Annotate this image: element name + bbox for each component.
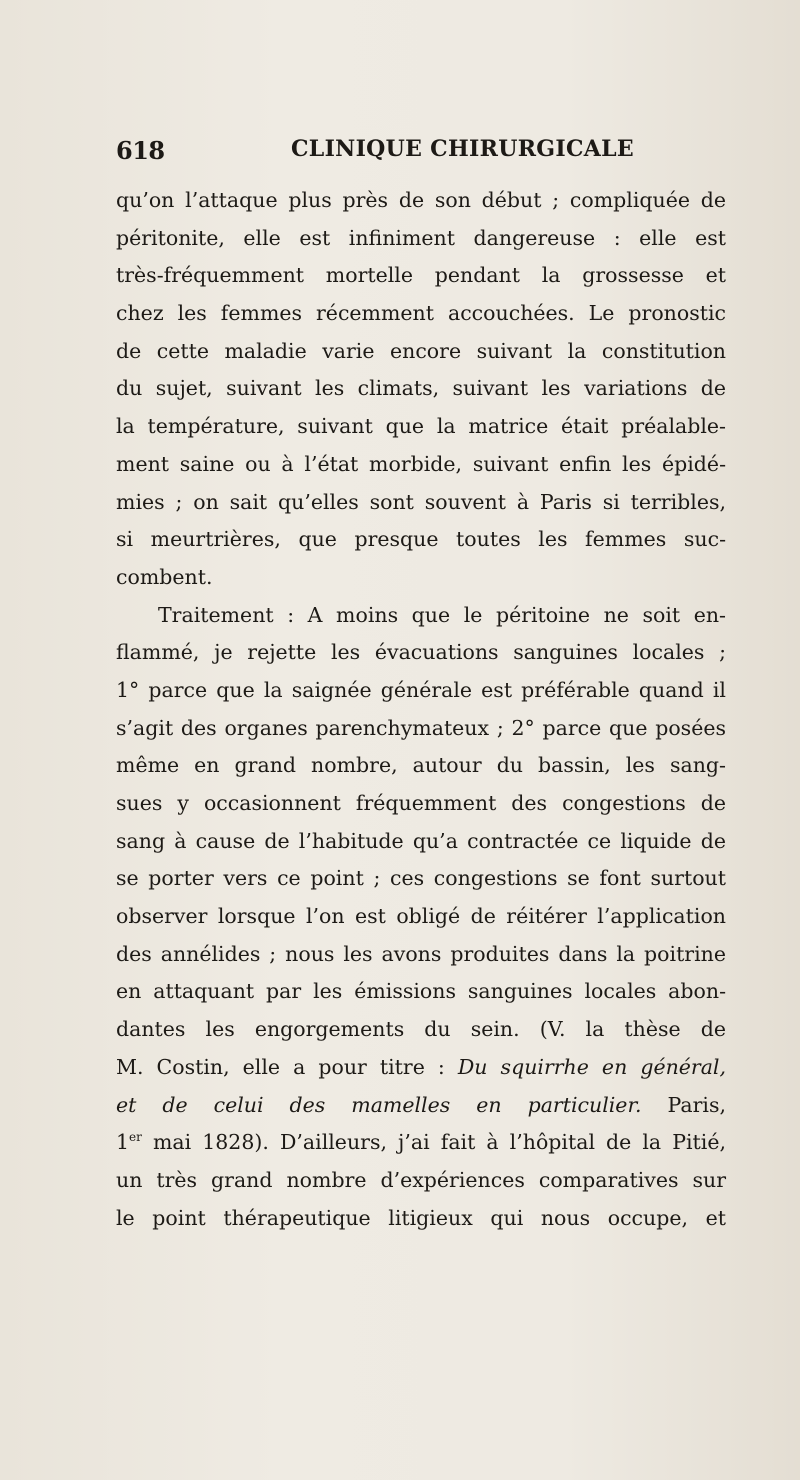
text-line: péritonite, elle est infiniment dangereuse : elle est <box>116 225 726 250</box>
text-line: chez les femmes récemment accouchées. Le pronostic <box>116 301 726 326</box>
superscript: er <box>129 1130 142 1145</box>
text-line: de cette maladie varie encore suivant la constitution <box>116 338 726 363</box>
text-line: en attaquant par les émissions sanguines locales abon- <box>116 979 726 1004</box>
text-line: le point thérapeutique litigieux qui nous occupe, et <box>116 1205 726 1230</box>
text-line <box>116 1087 726 1125</box>
text-line: même en grand nombre, autour du bassin, les sang- <box>116 753 726 778</box>
text-line: se porter vers ce point ; ces congestions se font surtout <box>116 866 726 891</box>
page-header <box>116 136 706 176</box>
text-line: 1° parce que la saignée générale est préférable quand il <box>116 677 726 702</box>
text-line <box>116 1049 726 1087</box>
text-line: dantes les engorgements du sein. (V. la thèse de <box>116 1017 726 1042</box>
text-segment: 1 <box>116 1130 130 1155</box>
text-line: qu’on l’attaque plus près de son début ; compliquée de <box>116 188 726 212</box>
text-line: observer lorsque l’on est obligé de réitérer l’application <box>116 904 726 929</box>
page-number: 618 <box>116 136 165 165</box>
text-line: sang à cause de l’habitude qu’a contractée ce liquide de <box>116 828 726 853</box>
text-segment: Paris, <box>641 1092 726 1117</box>
text-line: s’agit des organes parenchymateux ; 2° parce que posées <box>116 715 726 740</box>
running-head: CLINIQUE CHIRURGICALE <box>291 136 634 162</box>
text-line: combent. <box>116 564 213 589</box>
body-text <box>116 182 726 1237</box>
text-line: ment saine ou à l’état morbide, suivant enfin les épidé- <box>116 451 726 476</box>
text-line: la température, suivant que la matrice était préalable- <box>116 414 726 439</box>
text-segment: mai 1828). D’ailleurs, j’ai fait à l’hôpital de la Pitié, <box>141 1130 726 1155</box>
italic-title: et de celui des mamelles en particulier. <box>116 1092 642 1117</box>
text-line: un très grand nombre d’expériences comparatives sur <box>116 1167 726 1192</box>
text-line: du sujet, suivant les climats, suivant les variations de <box>116 376 726 401</box>
text-line: Traitement : A moins que le péritoine ne soit en- <box>158 602 726 627</box>
text-line: flammé, je rejette les évacuations sanguines locales ; <box>116 640 726 665</box>
text-line: mies ; on sait qu’elles sont souvent à Paris si terribles, <box>116 489 726 514</box>
text-line <box>116 1124 726 1162</box>
italic-title: Du squirrhe en général, <box>457 1054 727 1079</box>
text-line: des annélides ; nous les avons produites dans la poitrine <box>116 941 726 966</box>
text-line: très-fréquemment mortelle pendant la grossesse et <box>116 263 726 288</box>
text-line: sues y occasionnent fréquemment des congestions de <box>116 791 726 815</box>
text-segment: M. Costin, elle a pour titre : <box>116 1054 458 1079</box>
text-line: si meurtrières, que presque toutes les femmes suc- <box>116 527 726 552</box>
